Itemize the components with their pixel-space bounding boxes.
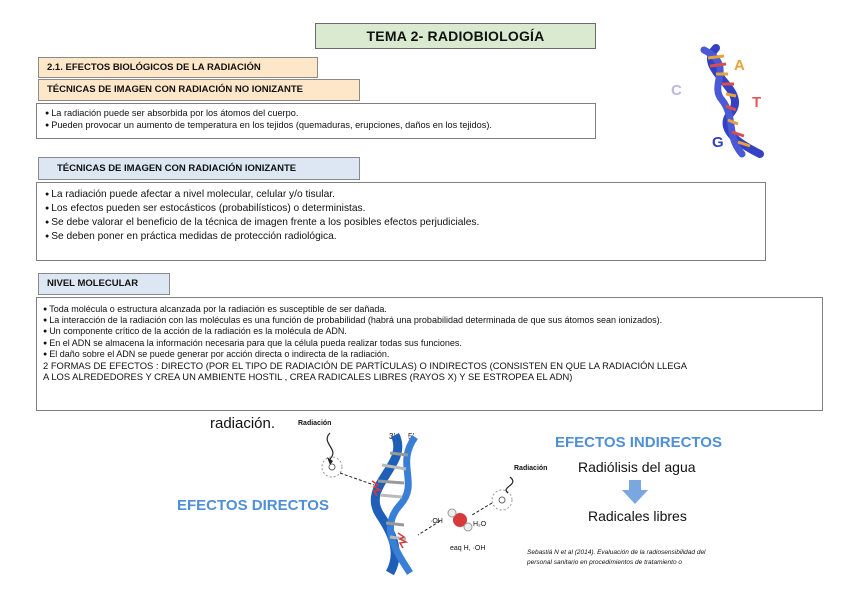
ionizing-box (36, 182, 766, 261)
dna-illustration (664, 40, 784, 160)
page-title: TEMA 2- RADIOBIOLOGÍA (315, 23, 596, 49)
radiation-label-direct: Radiación (298, 420, 332, 427)
strand-5-label: 5' (408, 432, 414, 441)
effects-note-line-1: 2 FORMAS DE EFECTOS : DIRECTO (POR EL TIPO DE RADIACIÓN DE PARTÍCULAS) O INDIRECTOS (CONSISTEN EN QUE LA RADIACIÓN LLEGA (43, 360, 688, 372)
radiacion-caption: radiación. (210, 415, 276, 432)
radiation-path-direct (322, 433, 374, 485)
citation-line-2: personal sanitario en procedimientos de tratamiento o (527, 559, 683, 566)
efectos-indirectos-label: EFECTOS INDIRECTOS (555, 434, 722, 451)
water-molecule (418, 509, 472, 535)
h2o-label: H₂O (473, 521, 487, 528)
non-ionizing-box (36, 103, 596, 139)
products-label: eaq H, ·OH (450, 545, 486, 552)
dna-helix (375, 435, 415, 573)
dna-letter-a: A (734, 57, 745, 74)
down-arrow-icon (622, 480, 648, 504)
bullet-item: ● Se deben poner en práctica medidas de protección radiológica. (45, 230, 765, 244)
bullet-item: ● La radiación puede ser absorbida por los átomos del cuerpo. (45, 108, 595, 120)
bullet-item: ● La interacción de la radiación con las moléculas es una función de probabilidad (habrá una probabilidad determinada de que sus átomos sean ionizados). (43, 315, 822, 326)
efectos-directos-label: EFECTOS DIRECTOS (177, 497, 329, 514)
effects-note-line-2: A LOS ALREDEDORES Y CREA UN AMBIENTE HOSTIL , CREA RADICALES LIBRES (RAYOS X) Y SE ESTROPEA EL ADN) (43, 371, 573, 383)
bullet-item: ● La radiación puede afectar a nivel molecular, celular y/o tisular. (45, 188, 765, 202)
dna-letter-c: C (671, 82, 682, 99)
dna-damage-diagram (300, 425, 530, 575)
molecular-box (36, 297, 823, 411)
bullet-item: ● El daño sobre el ADN se puede generar por acción directa o indirecta de la radiación. (43, 349, 822, 360)
radicales-label: Radicales libres (588, 508, 687, 524)
oh-label: ·OH (430, 518, 443, 525)
bullet-item: ● Los efectos pueden ser estocásticos (probabilísticos) o deterministas. (45, 202, 765, 216)
citation-line-1: Sebastiá N et al (2014). Evaluación de la radiosensibilidad del (527, 549, 706, 556)
bullet-item: ● Se debe valorar el beneficio de la técnica de imagen frente a los posibles efectos perjudiciales. (45, 216, 765, 230)
radiolisis-label: Radiólisis del agua (578, 459, 696, 475)
bullet-item: ● Un componente crítico de la acción de la radiación es la molécula de ADN. (43, 326, 822, 337)
strand-3-label: 3' (389, 432, 395, 441)
bullet-item: ● Pueden provocar un aumento de temperatura en los tejidos (quemaduras, erupciones, daños en los tejidos). (45, 120, 595, 132)
radiation-label-indirect: Radiación (514, 465, 548, 472)
ionizing-header: TÉCNICAS DE IMAGEN CON RADIACIÓN IONIZANTE (38, 157, 360, 180)
dna-letter-g: G (712, 134, 724, 151)
section-effects-label: 2.1. EFECTOS BIOLÓGICOS DE LA RADIACIÓN (38, 57, 318, 78)
bullet-item: ● En el ADN se almacena la información necesaria para que la célula pueda realizar todas sus funciones. (43, 338, 822, 349)
dna-letter-t: T (752, 94, 762, 111)
non-ionizing-header: TÉCNICAS DE IMAGEN CON RADIACIÓN NO IONIZANTE (38, 79, 360, 101)
radiation-path-indirect (472, 477, 513, 515)
molecular-header: NIVEL MOLECULAR (38, 273, 170, 295)
bullet-item: ● Toda molécula o estructura alcanzada por la radiación es susceptible de ser dañada. (43, 304, 822, 315)
